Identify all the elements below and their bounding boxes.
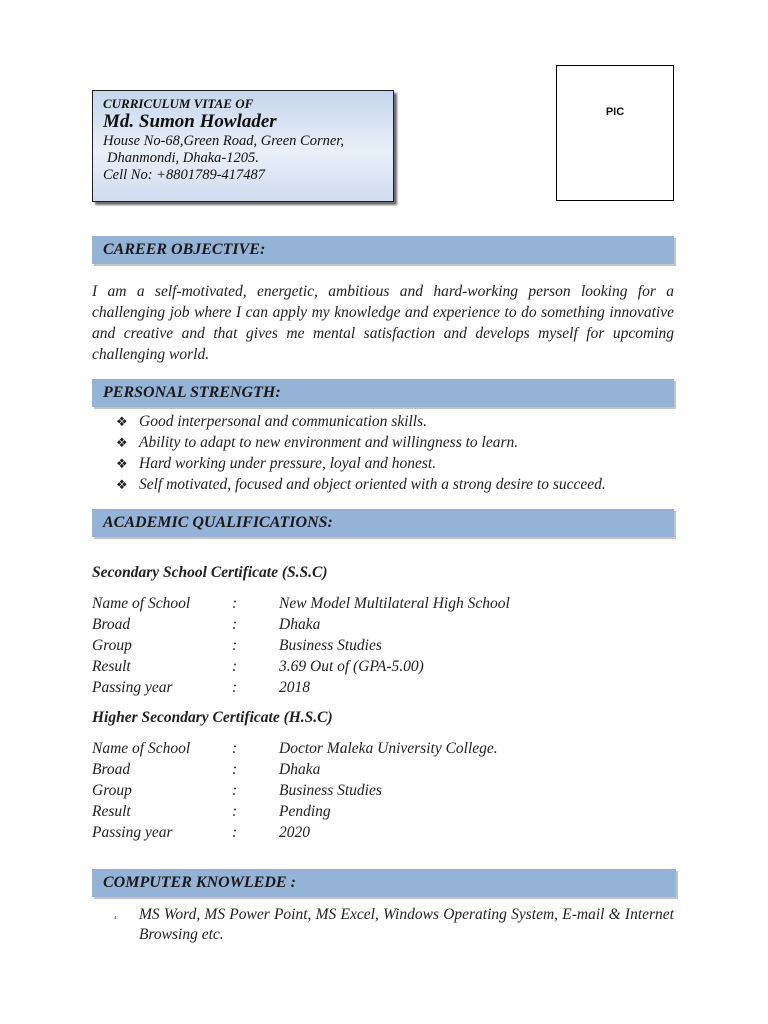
table-row bbox=[92, 780, 652, 801]
row-value: Doctor Maleka University College. bbox=[279, 740, 498, 757]
computer-knowledge-item bbox=[114, 905, 674, 945]
table-row bbox=[92, 738, 652, 759]
row-value: 3.69 Out of (GPA-5.00) bbox=[279, 658, 424, 675]
list-item bbox=[116, 453, 676, 474]
hsc-details-table bbox=[92, 738, 652, 843]
row-value: New Model Multilateral High School bbox=[279, 595, 510, 612]
table-row bbox=[92, 614, 652, 635]
table-row bbox=[92, 801, 652, 822]
list-item-text: Self motivated, focused and object oriented with a strong desire to succeed. bbox=[139, 476, 606, 493]
row-key: Passing year bbox=[92, 679, 173, 696]
table-row bbox=[92, 656, 652, 677]
row-key: Passing year bbox=[92, 824, 173, 841]
career-objective-text: I am a self-motivated, energetic, ambitious and hard-working person looking for a challenging job where I can apply my knowledge and experience to do something innovative and creative and that gives me mental satisfaction and develops myself for upcoming challenging world. bbox=[92, 283, 674, 363]
cv-header-box bbox=[92, 90, 394, 202]
list-item-text: Ability to adapt to new environment and willingness to learn. bbox=[139, 434, 519, 451]
cv-title-label: CURRICULUM VITAE OF bbox=[103, 96, 254, 111]
row-value: Dhaka bbox=[279, 761, 321, 778]
list-item bbox=[116, 411, 676, 432]
section-heading-career-objective: CAREER OBJECTIVE: bbox=[92, 236, 674, 264]
bullet-icon: ⁴ bbox=[114, 915, 117, 923]
diamond-bullet-icon: ❖ bbox=[116, 477, 128, 492]
photo-placeholder-label: PIC bbox=[605, 106, 625, 118]
row-key: Group bbox=[92, 637, 132, 654]
row-key: Name of School bbox=[92, 740, 191, 757]
computer-knowledge-text: MS Word, MS Power Point, MS Excel, Windows Operating System, E-mail & Internet Browsing etc. bbox=[139, 906, 674, 943]
section-heading-computer-knowledge: COMPUTER KNOWLEDE : bbox=[92, 869, 676, 897]
table-row bbox=[92, 759, 652, 780]
diamond-bullet-icon: ❖ bbox=[116, 435, 128, 450]
row-separator: : bbox=[232, 824, 238, 841]
row-value: Pending bbox=[279, 803, 331, 820]
row-key: Group bbox=[92, 782, 132, 799]
row-separator: : bbox=[232, 761, 238, 778]
hsc-title: Higher Secondary Certificate (H.S.C) bbox=[92, 709, 333, 726]
section-heading-personal-strength: PERSONAL STRENGTH: bbox=[92, 379, 674, 407]
row-separator: : bbox=[232, 637, 238, 654]
section-heading-academic-qualifications: ACADEMIC QUALIFICATIONS: bbox=[92, 509, 674, 537]
row-key: Broad bbox=[92, 616, 131, 633]
row-value: Business Studies bbox=[279, 637, 382, 654]
row-separator: : bbox=[232, 616, 238, 633]
row-key: Result bbox=[92, 658, 131, 675]
row-key: Broad bbox=[92, 761, 131, 778]
table-row bbox=[92, 822, 652, 843]
row-value: 2020 bbox=[279, 824, 310, 841]
cell-number: Cell No: +8801789-417487 bbox=[103, 167, 266, 183]
row-key: Result bbox=[92, 803, 131, 820]
diamond-bullet-icon: ❖ bbox=[116, 414, 128, 429]
ssc-title: Secondary School Certificate (S.S.C) bbox=[92, 564, 328, 581]
table-row bbox=[92, 677, 652, 698]
list-item bbox=[116, 432, 676, 453]
row-value: Business Studies bbox=[279, 782, 382, 799]
personal-strength-list bbox=[116, 411, 676, 495]
row-separator: : bbox=[232, 679, 238, 696]
ssc-details-table bbox=[92, 593, 652, 698]
row-separator: : bbox=[232, 658, 238, 675]
address-line-1: House No-68,Green Road, Green Corner, bbox=[103, 133, 344, 149]
table-row bbox=[92, 635, 652, 656]
table-row bbox=[92, 593, 652, 614]
row-value: 2018 bbox=[279, 679, 310, 696]
row-separator: : bbox=[232, 740, 238, 757]
row-separator: : bbox=[232, 803, 238, 820]
list-item-text: Hard working under pressure, loyal and honest. bbox=[139, 455, 437, 472]
applicant-name: Md. Sumon Howlader bbox=[103, 111, 277, 132]
row-separator: : bbox=[232, 595, 238, 612]
row-key: Name of School bbox=[92, 595, 191, 612]
list-item-text: Good interpersonal and communication skills. bbox=[139, 413, 428, 430]
row-value: Dhaka bbox=[279, 616, 321, 633]
address-line-2: Dhanmondi, Dhaka-1205. bbox=[107, 150, 259, 166]
list-item bbox=[116, 474, 676, 495]
row-separator: : bbox=[232, 782, 238, 799]
photo-placeholder bbox=[556, 65, 674, 201]
diamond-bullet-icon: ❖ bbox=[116, 456, 128, 471]
